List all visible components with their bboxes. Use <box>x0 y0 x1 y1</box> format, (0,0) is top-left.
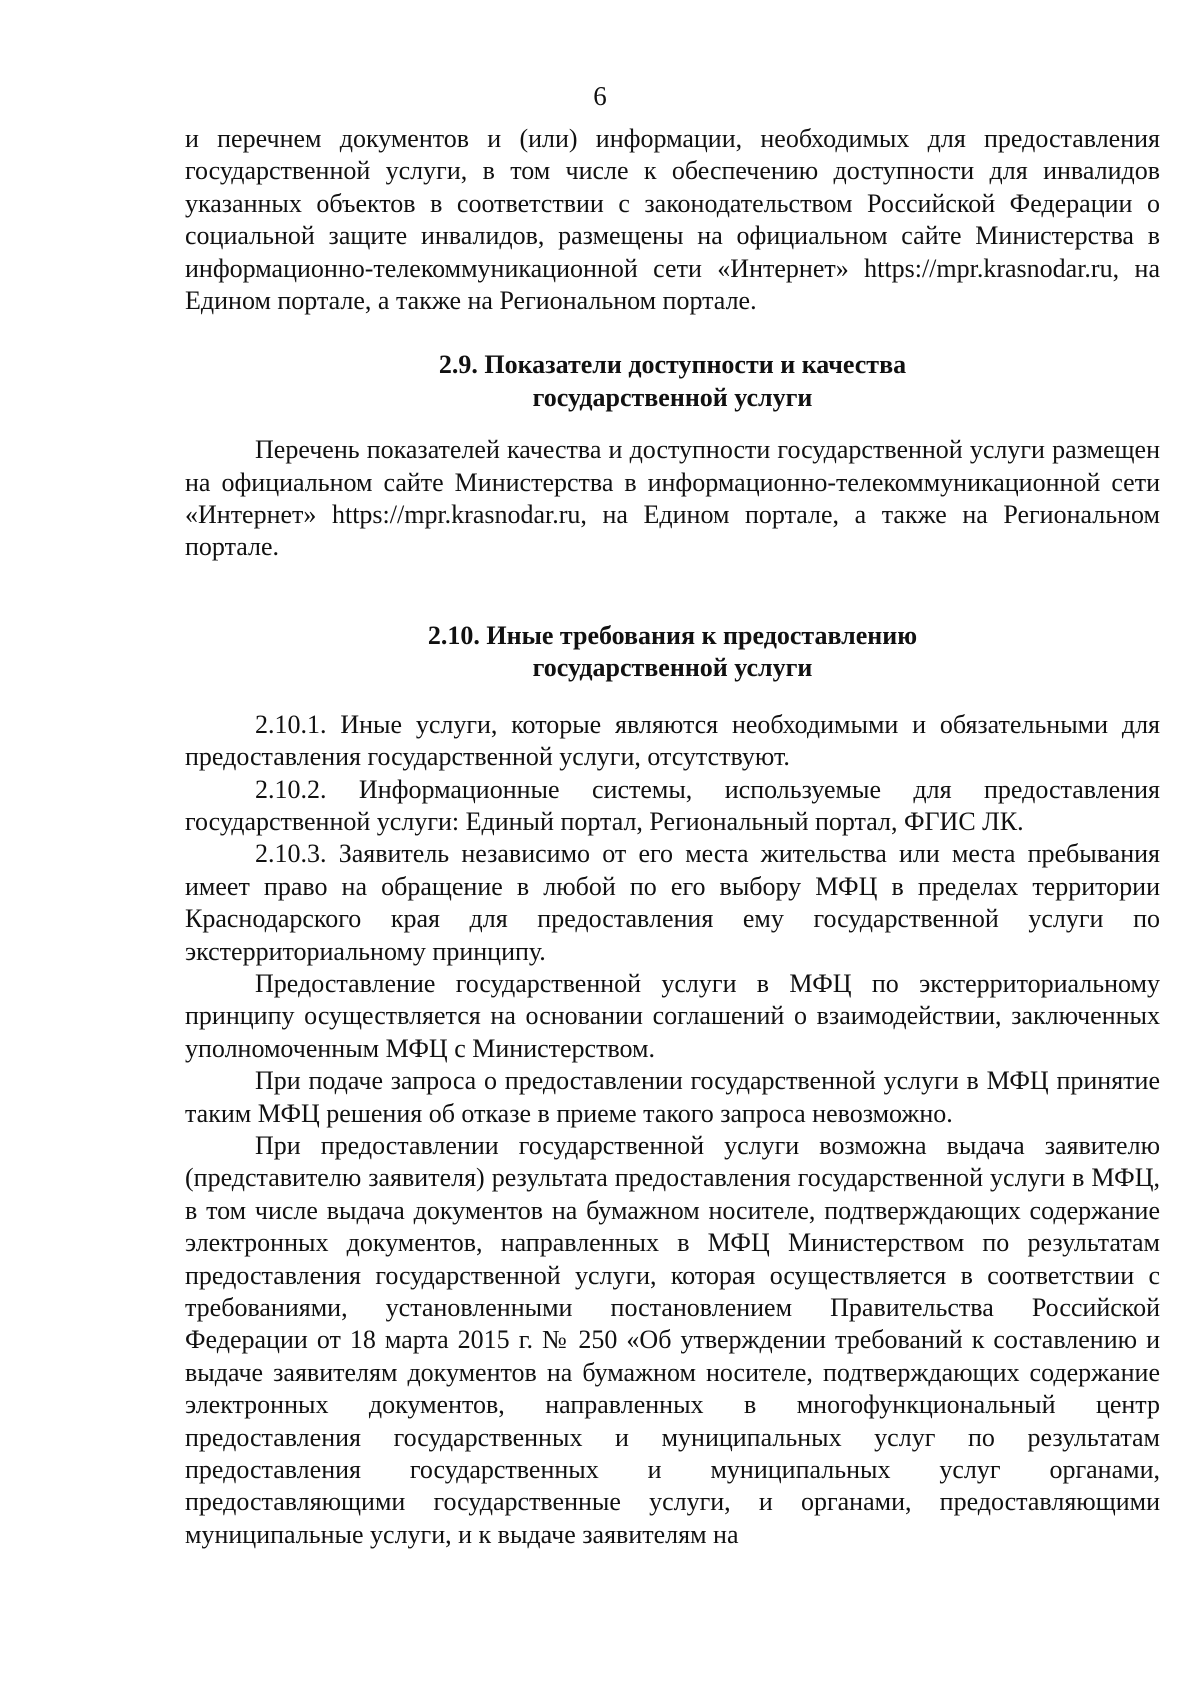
section-2-9-paragraph: Перечень показателей качества и доступности государственной услуги размещен на официальном сайте Министерства в информационно-телекоммуникационной сети «Интернет» https://mpr.krasnodar.ru, на Едином портале, а также на Региональном портале. <box>185 435 1160 562</box>
section-2-10-heading <box>185 620 1160 685</box>
paragraph-2-10-1: 2.10.1. Иные услуги, которые являются необходимыми и обязательными для предоставления государственной услуги, отсутствуют. <box>185 709 1160 772</box>
paragraph-exterritorial: Предоставление государственной услуги в МФЦ по экстерриториальному принципу осуществляется на основании соглашений о взаимодействии, заключенных уполномоченным МФЦ с Министерством. <box>185 968 1160 1063</box>
paragraph-2-10-3: 2.10.3. Заявитель независимо от его места жительства или места пребывания имеет право на обращение в любой по его выбору МФЦ в пределах территории Краснодарского края для предоставления ему государственной услуги по экстерриториальному принципу. <box>185 839 1160 966</box>
section-2-9-heading-line1: 2.9. Показатели доступности и качества <box>438 350 907 380</box>
paragraph-refusal: При подаче запроса о предоставлении государственной услуги в МФЦ принятие таким МФЦ решения об отказе в приеме такого запроса невозможно. <box>185 1066 1160 1128</box>
paragraph-2-10-2: 2.10.2. Информационные системы, используемые для предоставления государственной услуги: Единый портал, Региональный портал, ФГИС ЛК. <box>185 774 1160 836</box>
section-2-9-heading <box>185 349 1160 414</box>
page-number: 6 <box>593 81 607 111</box>
paragraph-issuance: При предоставлении государственной услуги возможна выдача заявителю (представителю заявителя) результата предоставления государственной услуги в МФЦ, в том числе выдача документов на бумажном носителе, подтверждающих содержание электронных документов, направленных в МФЦ Министерством по результатам предоставления государственной услуги, которая осуществляется в соответствии с требованиями, установленными постановлением Правительства Российской Федерации от 18 марта 2015 г. № 250 «Об утверждении требований к составлению и выдаче заявителям документов на бумажном носителе, подтверждающих содержание электронных документов, направленных в многофункциональный центр предоставления государственных и муниципальных услуг по результатам предоставления государственных и муниципальных услуг органами, предоставляющими государственные услуги, и органами, предоставляющими муниципальные услуги, и к выдаче заявителям на <box>185 1130 1160 1549</box>
intro-paragraph: и перечнем документов и (или) информации, необходимых для предоставления государственной услуги, в том числе к обеспечению доступности для инвалидов указанных объектов в соответствии с законодательством Российской Федерации о социальной защите инвалидов, размещены на официальном сайте Министерства в информационно-телекоммуникационной сети «Интернет» https://mpr.krasnodar.ru, на Едином портале, а также на Региональном портале. <box>185 124 1160 316</box>
document-body <box>185 123 1160 1551</box>
section-2-10-heading-line1: 2.10. Иные требования к предоставлению <box>427 620 918 650</box>
section-2-10-heading-line2: государственной услуги <box>532 653 813 683</box>
section-2-9-heading-line2: государственной услуги <box>532 382 813 412</box>
